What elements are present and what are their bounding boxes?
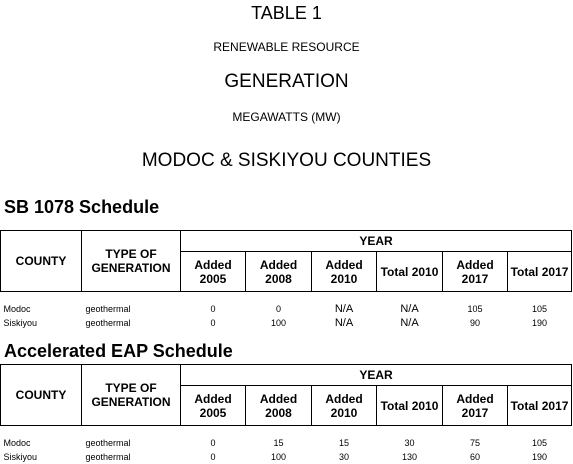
type-cell: geothermal [85, 438, 131, 448]
type-header: TYPE OF GENERATION [82, 365, 181, 426]
county-cell: Modoc [3, 438, 31, 448]
added-2005-cell: 0 [210, 304, 216, 314]
added-2010-header: Added 2010 [312, 386, 377, 426]
total-2017-header: Total 2017 [508, 386, 572, 426]
total-2017-cell: 190 [532, 452, 548, 462]
county-cell: Siskiyou [3, 452, 38, 462]
region-title: MODOC & SISKIYOU COUNTIES [141, 150, 432, 171]
schedule-table-sb1078 [0, 230, 572, 330]
type-header: TYPE OF GENERATION [82, 231, 181, 292]
county-header: COUNTY [1, 365, 82, 426]
added-2008-cell: 100 [270, 452, 287, 462]
added-2005-cell: 0 [210, 318, 216, 328]
table-row [1, 436, 572, 450]
added-2017-header: Added 2017 [443, 386, 508, 426]
total-2010-cell: 30 [404, 438, 415, 448]
total-2017-cell: 105 [532, 438, 548, 448]
section-title-accelerated-eap: Accelerated EAP Schedule [4, 341, 233, 361]
table-number: TABLE 1 [251, 3, 322, 23]
type-cell: geothermal [85, 452, 131, 462]
added-2017-header: Added 2017 [443, 252, 508, 292]
total-2010-cell: N/A [400, 317, 419, 329]
added-2008-cell: 100 [270, 318, 287, 328]
year-header: YEAR [181, 365, 572, 386]
total-2017-header: Total 2017 [508, 252, 572, 292]
added-2017-cell: 90 [469, 318, 480, 328]
added-2005-cell: 0 [210, 452, 216, 462]
year-header: YEAR [181, 231, 572, 252]
added-2008-header: Added 2008 [246, 252, 312, 292]
added-2017-cell: 105 [467, 304, 483, 314]
added-2005-cell: 0 [210, 438, 216, 448]
added-2005-header: Added 2005 [181, 252, 246, 292]
total-2010-header: Total 2010 [377, 252, 443, 292]
title-line-1: RENEWABLE RESOURCE [213, 40, 360, 54]
added-2008-cell: 15 [273, 438, 284, 448]
schedule-table-accelerated-eap [0, 364, 572, 464]
added-2008-header: Added 2008 [246, 386, 312, 426]
section-title-sb1078: SB 1078 Schedule [4, 197, 160, 217]
total-2017-cell: 190 [532, 318, 548, 328]
added-2017-cell: 75 [469, 438, 480, 448]
added-2017-cell: 60 [469, 452, 480, 462]
table-row [1, 450, 572, 464]
total-2010-cell: 130 [401, 452, 418, 462]
added-2010-header: Added 2010 [312, 252, 377, 292]
added-2005-header: Added 2005 [181, 386, 246, 426]
added-2010-cell: 15 [338, 438, 349, 448]
total-2017-cell: 105 [532, 304, 548, 314]
county-cell: Siskiyou [3, 318, 38, 328]
added-2010-cell: 30 [338, 452, 349, 462]
type-cell: geothermal [85, 318, 131, 328]
type-cell: geothermal [85, 304, 131, 314]
county-cell: Modoc [3, 304, 31, 314]
table-row [1, 302, 572, 316]
added-2008-cell: 0 [275, 304, 281, 314]
title-line-2: GENERATION [224, 71, 349, 92]
added-2010-cell: N/A [334, 317, 354, 329]
table-row [1, 316, 572, 330]
county-header: COUNTY [1, 231, 82, 292]
units-label: MEGAWATTS (MW) [232, 110, 341, 124]
total-2010-cell: N/A [400, 303, 419, 315]
added-2010-cell: N/A [334, 303, 354, 315]
total-2010-header: Total 2010 [377, 386, 443, 426]
